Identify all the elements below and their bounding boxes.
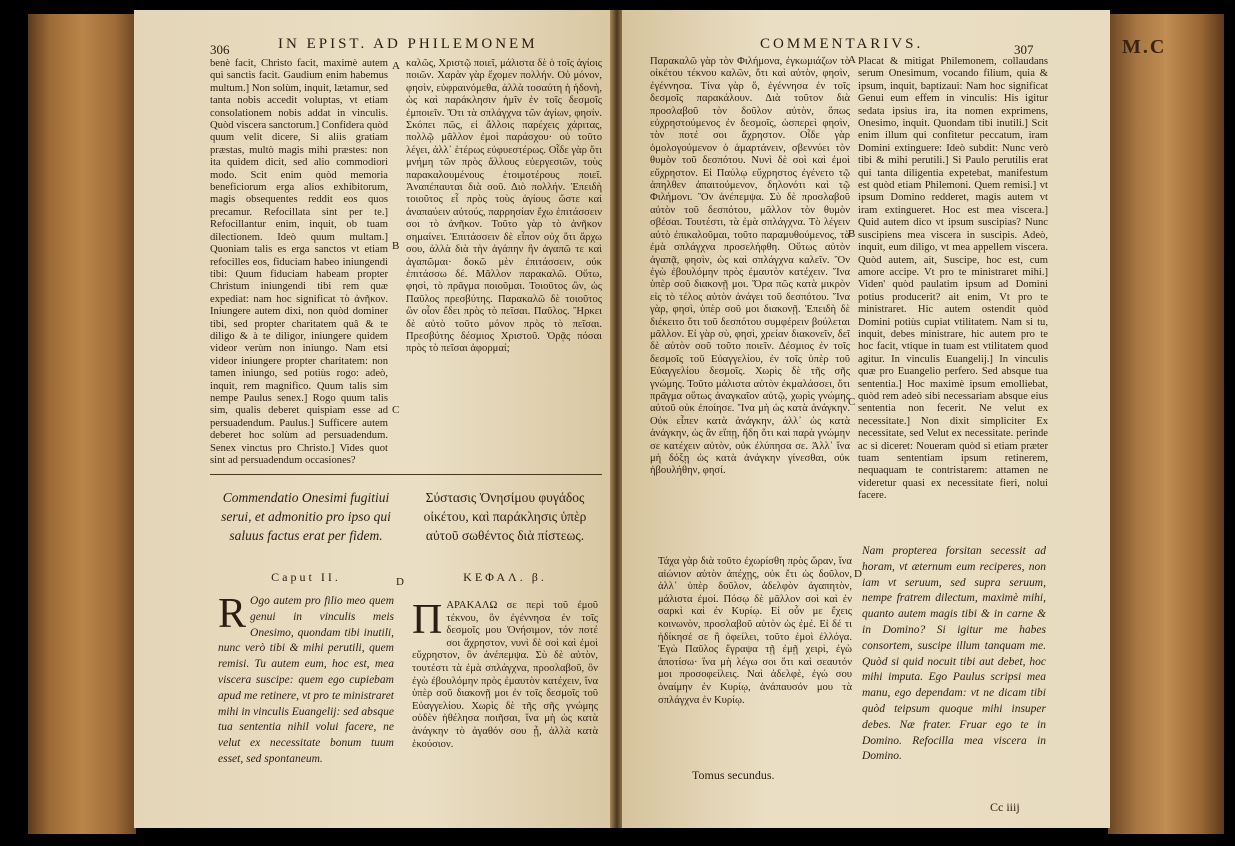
latin-commentary-text: Placat & mitigat Philemonem, collaudans serum Onesimum, vocando filium, quia & ipsum, inquit, baptizaui: Nam hoc significat Genui eum effem in vinculis: His igitur sedata ipsius ira, ita nomen exprimens, Onesimo, inquit. Quondam tibi inutili.] Scit enim illum qui confitetur peccatum, iram Domini extinguere: Ideò subdit: Nunc verò tibi & mihi perutili.] Si Paulo perutilis erat qui tanta diligentia expetebat, manifestum est quòd etiam Philemoni. Quem remisi.] vt ipsum Domino redderet, magis autem vt iram extingueret. Hoc est mea viscera.] Quid autem dico vt ipsum suscipias? Nunc suscipiens mea viscera in suscipis. Adeò, inquit, eum diligo, vt mea appellem viscera. Quòd autem, ait, Suscipe, hoc est, cum amore accipe. Vt pro te ministraret mihi.] Viden' quòd paulatim ipsum ad Domini potius producerit? ait enim, Vt pro te ministraret. Hic autem ostendit quòd Domini potiùs cupiat vtilitatem. Nam si tu, inquit, debes ministrare, hic autem pro te hoc facit, vtique in tuam est vtilitatem quod agitur. In vinculis Euangelij.] In vinculis quæ pro Euangelio perfero. Sed absque tua sententia.] Hoc maximè ipsum emolliebat, quòd rem adeò sibi necessariam absque eius sententia non fecerit. Ne velut ex necessitate.] Non dixit simpliciter Ex necessitate, sed Velut ex necessitate. perinde ac si diceret: Noueram quòd si etiam præter tuam sententiam ipsum retinerem, nequaquam te contristarem: attamen ne videretur quasi ex necessitate fieri, nolui facere. <box>858 56 1048 502</box>
spine-label: M.C <box>1122 36 1167 58</box>
dropcap-latin: R <box>218 591 247 637</box>
scripture-latin <box>862 544 1046 798</box>
left-book-edge <box>28 14 136 834</box>
latin-commentary-column <box>210 58 388 466</box>
scripture-greek-text: ΑΡΑΚΑΛΩ σε περὶ τοῦ ἐμοῦ τέκνου, ὃν ἐγέννησα ἐν τοῖς δεσμοῖς μου Ὀνήσιμον, τόν ποτέ σοι ἄχρηστον, νυνὶ δὲ σοὶ καὶ ἐμοὶ εὔχρηστον, ὃν ἀνέπεμψα. Σὺ δὲ αὐτὸν, τουτέστι τὰ ἐμὰ σπλάγχνα, προσλαβοῦ, ὃν ἐγὼ ἐβουλόμην πρὸς ἐμαυτὸν κατέχειν, ἵνα ὑπὲρ σοῦ διακονῇ μοι ἐν τοῖς δεσμοῖς τοῦ Εὐαγγελίου. Χωρὶς δὲ τῆς σῆς γνώμης οὐδὲν ἠθέλησα ποιῆσαι, ἵνα μὴ ὡς κατὰ ἀνάγκην τὸ ἀγαθόν σου ᾖ, ἀλλὰ κατὰ ἑκούσιον. <box>412 600 598 750</box>
scripture-greek-text: Τάχα γὰρ διὰ τοῦτο ἐχωρίσθη πρὸς ὥραν, ἵνα αἰώνιον αὐτὸν ἀπέχῃς, οὐκ ἔτι ὡς δοῦλον, ἀλλ᾽ ὑπὲρ δοῦλον, ἀδελφὸν ἀγαπητὸν, μάλιστα ἐμοί. Πόσῳ δὲ μᾶλλον σοὶ καὶ ἐν σαρκὶ καὶ ἐν Κυρίῳ. Εἰ οὖν με ἔχεις κοινωνὸν, προσλαβοῦ αὐτὸν ὡς ἐμέ. Εἰ δέ τι ἠδίκησέ σε ἢ ὀφείλει, τοῦτο ἐμοὶ ἐλλόγα. Ἐγὼ Παῦλος ἔγραψα τῇ ἐμῇ χειρὶ, ἐγὼ ἀποτίσω· ἵνα μὴ λέγω σοι ὅτι καὶ σεαυτόν μοι προσοφείλεις. Ναὶ ἀδελφὲ, ἐγώ σου ὀναίμην ἐν Κυρίῳ, ἀνάπαυσόν μου τὰ σπλάγχνα ἐν Κυρίῳ. <box>658 556 852 706</box>
section-rule <box>210 474 602 475</box>
right-page <box>622 10 1110 828</box>
scripture-latin-text: Ogo autem pro filio meo quem genui in vinculis meis Onesimo, quondam tibi inutili, nunc verò tibi & mihi perutili, quem remisi. Tu autem eum, hoc est, mea viscera suscipe: quem ego cupiebam apud me retinere, vt pro te ministraret mihi in vinculis Euangelij: sed absque tua sententia nihil volui facere, ne velut ex necessitate bonum tuum esset, sed spontaneum. <box>218 595 394 765</box>
margin-mark-b: B <box>392 240 400 252</box>
greek-commentary-text: καλῶς, Χριστῷ ποιεῖ, μάλιστα δὲ ὁ τοῖς ἁγίοις ποιῶν. Χαρὰν γὰρ ἔχομεν πολλήν. Οὐ μόνον, φησὶν, εὐφραινόμεθα, ἀλλὰ τοσαύτη ἡ ἡδονὴ, ὡς καὶ παράκλησιν ἡμῖν ἐν τοῖς δεσμοῖς ἐμποιεῖν. Ὅτι τὰ σπλάγχνα τῶν ἁγίων, φησίν. Σκόπει πῶς, εἰ ἄλλοις παρέχεις χάριτας, πολλῷ μᾶλλον ἐμοὶ παράσχου· οὐ τοῦτο λέγει, ἀλλ᾽ ἑτέρως εὐφυεστέρως. Οἶδε γὰρ ὅτι μνήμη τῶν πρὸς ἄλλους εὐεργεσιῶν, τοὺς παρακαλουμένους ἑτοιμοτέρους ποιεῖ. Ἀναπέπαυται διὰ σοῦ. Διὸ πολλήν. Ἐπειδὴ τοιοῦτος εἶ πρὸς τοὺς ἁγίους ὥστε καὶ ἀναπαύειν αὐτούς, παρρησίαν ἔχω ἐπιτάσσειν σοι τὸ ἀνῆκον. Τοῦτο γὰρ τὸ ἀνῆκον σημαίνει. Ἐπιτάσσειν δὲ εἶπον οὐχ ὅτι ἄρχω σου, ἀλλὰ διὰ τὴν ἀγάπην ἣν ἀγαπῶ τε καὶ ἀγαπῶμαι· δοκῶ μὲν ἐπιτάσσειν, οὐκ ἐπιτάσσω δέ. Μᾶλλον παρακαλῶ. Οὕτω, φησὶ, τὸ πρᾶγμα ποιοῦμαι. Τοιοῦτος ὢν, ὡς Παῦλος πρεσβύτης. Παρακαλῶ δὲ τοιοῦτος ὢν οἷον ἔδει πρὸς τὸ πεῖσαι. Παῦλος. Ἤρκει δὲ αὐτὸ τοῦτο μόνον πρὸς τὸ πεῖσαι. Πρεσβύτης δέσμιος Χριστοῦ. Ὁρᾷς πόσαι πρὸς τὸ πεῖσαι ἀφορμαί; <box>406 58 602 355</box>
caption-greek: Σύστασις Ὀνησίμου φυγάδος οἰκέτου, καὶ παράκλησις ὑπὲρ αὐτοῦ σωθέντος διὰ πίστεως. <box>423 490 587 543</box>
margin-mark-c: C <box>848 396 856 408</box>
margin-mark-b: B <box>848 228 856 240</box>
margin-mark-a: A <box>392 60 400 72</box>
running-head: COMMENTARIVS. <box>760 36 924 52</box>
signature-mark: Cc iiij <box>990 800 1020 814</box>
chapter-heading-greek: ΚΕΦΑΛ. β. <box>463 570 547 584</box>
caption-latin: Commendatio Onesimi fugitiui serui, et admonitio pro ipso qui saluus factus erat per fidem. <box>221 490 391 543</box>
right-book-edge <box>1108 14 1224 834</box>
margin-mark-d: D <box>854 568 862 580</box>
greek-commentary-column <box>406 58 602 458</box>
scripture-greek <box>412 597 598 820</box>
margin-mark-d: D <box>396 576 404 588</box>
greek-commentary-column <box>650 56 850 542</box>
chapter-heading-latin: Caput II. <box>271 570 341 584</box>
page-number: 306 <box>210 42 230 57</box>
volume-footer: Tomus secundus. <box>692 768 775 782</box>
scripture-greek <box>658 556 852 756</box>
margin-mark-c: C <box>392 404 400 416</box>
running-head: IN EPIST. AD PHILEMONEM <box>278 36 538 52</box>
greek-commentary-text: Παρακαλῶ γὰρ τὸν Φιλήμονα, ἐγκωμιάζων τὸ οἰκέτου τέκνου καλῶν, ὅτι καὶ αὐτὸν, φησὶν, ἐγέννησα. Τίνα γὰρ ὅ, ἐγέννησα ἐν τοῖς δεσμοῖς παρακάλουν. Διὰ τοῦτον διὰ προσλαβοῦ τὸν δοῦλον αὐτὸν, ὅπως εὐχρηστούμενος ἐν δεσμοῖς, ὡσπερεὶ φησὶν, τὸν ποτέ σοι ἄχρηστον. Οἶδε γὰρ ὁμολογούμενον ὁ ἁμαρτάνειν, σβεννύει τὸν θυμὸν τοῦ δεσπότου. Νυνὶ δὲ σοὶ καὶ ἐμοὶ εὔχρηστον. Εἰ Παύλῳ εὔχρηστος ἐγένετο τῷ ἀπηλθεν ἀπαιτούμενον, δηλονότι καὶ τῷ Φιλήμονι. Ὃν ἀνέπεμψα. Σὺ δὲ προσλαβοῦ αὐτὸν τοῦ δεσπότου, μᾶλλον τὸν θυμὸν σβέσαι. Τουτέστι, τὰ ἐμὰ σπλάγχνα. Τὸ λέγειν αὐτὸ ἐπικαλοῦμαι, τοῦτο παραμυθούμενος, τὰ ἐμὰ σπλάγχνα προσελήφθη. Οὕτως αὐτὸν ἀγαπᾷ, φησὶν, ὡς καὶ σπλάγχνα καλεῖν. Ὃν ἐγὼ ἐβουλόμην πρὸς ἐμαυτὸν κατέχειν. Ἵνα ὑπὲρ σοῦ διακονῇ μοι. Ὅρα πῶς κατὰ μικρὸν εἰς τὸ τέλος αὐτὸν ἀνάγει τοῦ δεσπότου. Ἵνα γὰρ, φησὶ, ὑπὲρ σοῦ μοι διακονῇ. Ἐπειδὴ δὲ διέκειτο ὅτι τοῦ δεσπότου συμφέρειν βούλεται μᾶλλον. Εἰ γὰρ σὺ, φησὶ, χρείαν διακονεῖν, δεῖ δὲ αὐτὸν σοῦ τοῦτο ποιεῖν. Δέσμιος ἐν τοῖς δεσμοῖς τοῦ Εὐαγγελίου, ἐν τοῖς ὑπὲρ τοῦ Εὐαγγελίου δεσμοῖς. Χωρὶς δὲ τῆς σῆς γνώμης. Τοῦτο μάλιστα αὐτὸν ἐκμαλάσσει, ὅτι πρᾶγμα οὕτως ἀναγκαῖον αὐτῷ, χωρὶς γνώμης αὐτοῦ οὐκ ἐποίησε. Ἵνα μὴ ὡς κατὰ ἀνάγκην. Οὐκ εἶπεν κατὰ ἀνάγκην, ἀλλ᾽ ὡς κατὰ ἀνάγκην, ὡς ἂν εἴπῃ, ἤδη ὅτι καὶ παρὰ γνώμην σε κατέχειν αὐτὸν, οὐκ ἐλύπησα σε. Ἀλλ᾽ ἵνα μὴ δόξῃ ὡς κατὰ ἀνάγκην γίνεσθαι, οὐκ ἠβουλήθην, φησί. <box>650 56 850 477</box>
left-page <box>134 10 612 828</box>
latin-commentary-column <box>858 56 1048 540</box>
latin-commentary-text: benè facit, Christo facit, maximè autem qui sanctis facit. Gaudium enim habemus multum.] Non solùm, inquit, lætamur, sed tanta nobis accedit voluptas, vt etiam consolationem nobis addat in vinculis. Quòd viscera sanctorum.] Confidera quòd quum velit dicere, Si aliis gratiam præstas, multò magis mihi præstes: non ita quidem dicit, sed alio commodiori modo. Scit enim quòd memoria beneficiorum erga alios exhibitorum, magis obsequentes reddit eos quos precamur. Refocillata sint per te.] Refocillantur enim, inquit, ob tuam dilectionem. Ideò quum multam.] Quoniam talis es erga sanctos vt etiam refocilles eos, fiduciam habeo iniungendi tibi: Quum fiduciam habeam propter Christum iniungendi tibi rem quæ expediat: nam hoc significat τὸ ἀνῆκον. Iniungere autem dixi, non quòd dominer tibi, sed propter charitatem quâ & te diligo & à te diligor, iniungere quidem videor verùm non iniungo. Nam etsi videor iniungere propter charitatem: non tamen iniungo, sed potiùs rogo: adeò, inquit, rem magnifico. Quum talis sim nempe Paulus senex.] Rogo quum talis sim, qualis deberet quispiam esse ad persuadendum. Paulus.] Sufficere autem deberet hoc solùm ad persuadendum. Senex vinctus pro Christo.] Vides quot sint ad persuadendum occasiones? <box>210 58 388 466</box>
margin-mark-a: A <box>848 54 856 66</box>
scripture-latin <box>218 591 394 820</box>
dropcap-greek: Π <box>412 597 443 643</box>
page-number: 307 <box>1014 42 1034 57</box>
scripture-latin-text: Nam propterea forsitan secessit ad horam, vt æternum eum reciperes, non iam vt seruum, sed supra seruum, nempe fratrem dilectum, maximè mihi, quanto autem magis tibi & in carne & in Domino? Si igitur me habes consortem, suscipe illum tanquam me. Quòd si quid nocuit tibi aut debet, hoc mihi imputa. Ego Paulus scripsi mea manu, ego dependam: vt ne dicam tibi quòd teipsum quoque mihi insuper debes. Næ frater. Fruar ego te in Domino. Refocilla mea viscera in Domino. <box>862 545 1046 763</box>
